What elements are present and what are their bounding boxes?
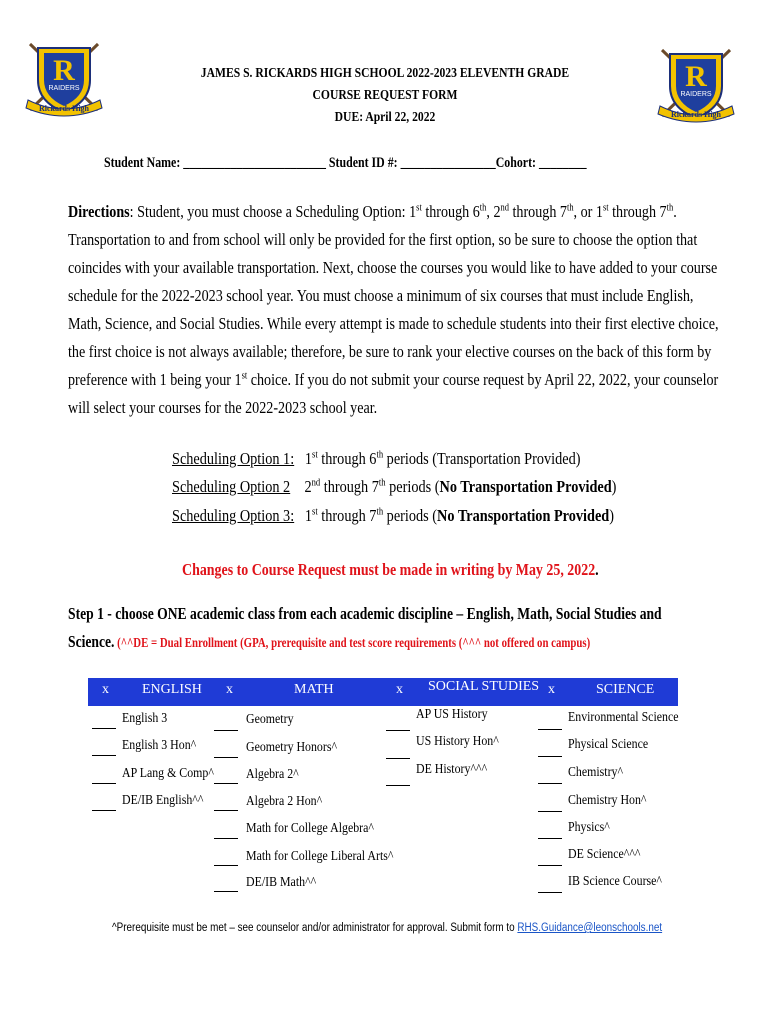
text: 1 xyxy=(304,506,313,525)
english-course: AP Lang & Comp^ xyxy=(122,765,214,780)
text: periods (Transportation Provided) xyxy=(383,449,581,468)
text: Science. xyxy=(68,632,115,651)
step1-line-2 xyxy=(68,632,590,652)
header-science: SCIENCE xyxy=(596,682,655,697)
sup: st xyxy=(416,202,422,214)
sup: th xyxy=(666,202,674,214)
science-course: Chemistry Hon^ xyxy=(568,792,647,807)
directions-line-4: schedule for the 2022-2023 school year. You must choose a minimum of six courses that must include English, xyxy=(68,286,694,305)
social-studies-course: AP US History xyxy=(416,706,488,721)
science-blank[interactable] xyxy=(538,838,562,839)
science-course: IB Science Course^ xyxy=(568,873,662,888)
math-course: Algebra 2 Hon^ xyxy=(246,793,323,808)
social-studies-blank[interactable] xyxy=(386,758,410,759)
sup: th xyxy=(376,449,384,461)
directions-line-2: Transportation to and from school will only be provided for the first option, so be sure to choose the option that xyxy=(68,230,698,249)
x-col-english: x xyxy=(102,682,109,697)
header-english: ENGLISH xyxy=(142,682,202,697)
math-blank[interactable] xyxy=(214,810,238,811)
math-course: Algebra 2^ xyxy=(246,766,299,781)
school-logo-left xyxy=(22,40,106,118)
sup: st xyxy=(312,506,318,518)
text: periods ( xyxy=(385,477,440,496)
text: periods ( xyxy=(383,506,438,525)
math-blank[interactable] xyxy=(214,783,238,784)
svg-text:Rickards High: Rickards High xyxy=(38,104,90,113)
option-label: Scheduling Option 1: xyxy=(172,449,295,468)
science-course: Physics^ xyxy=(568,819,610,834)
dual-enrollment-note: (^^DE = Dual Enrollment (GPA, prerequisite and test score requirements (^^^ not offered on campus) xyxy=(114,635,591,650)
social-studies-course: DE History^^^ xyxy=(416,761,488,776)
text: No Transportation Provided xyxy=(437,506,610,525)
x-col-math: x xyxy=(226,682,233,697)
text: , 2 xyxy=(486,202,501,221)
science-course: Environmental Science xyxy=(568,709,679,724)
science-blank[interactable] xyxy=(538,892,562,893)
svg-text:Rickards High: Rickards High xyxy=(670,110,722,119)
directions-line-7 xyxy=(68,370,718,390)
svg-text:R: R xyxy=(53,54,75,87)
raiders-shield-icon xyxy=(654,46,738,124)
title-line-1: JAMES S. RICKARDS HIGH SCHOOL 2022-2023 ELEVENTH GRADE xyxy=(200,65,570,80)
option-label: Scheduling Option 3: xyxy=(172,506,295,525)
science-course: Physical Science xyxy=(568,736,649,751)
title-line-2: COURSE REQUEST FORM xyxy=(312,87,458,102)
text: preference with 1 being your 1 xyxy=(68,370,242,389)
social-studies-blank[interactable] xyxy=(386,785,410,786)
math-blank[interactable] xyxy=(214,891,238,892)
course-table-header xyxy=(88,678,678,706)
text: through 6 xyxy=(421,202,480,221)
english-course: DE/IB English^^ xyxy=(122,792,204,807)
form-title xyxy=(183,62,587,128)
directions-line-5: Math, Science, and Social Studies. While every attempt is made to schedule students into their first elective choice, xyxy=(68,314,719,333)
science-blank[interactable] xyxy=(538,729,562,730)
math-blank[interactable] xyxy=(214,757,238,758)
text: . xyxy=(595,560,599,579)
directions-line-3: coincides with your available transportation. Next, choose the courses you would like to have added to your course xyxy=(68,258,718,277)
english-course: English 3 xyxy=(122,710,168,725)
text: No Transportation Provided xyxy=(439,477,612,496)
math-course: Math for College Liberal Arts^ xyxy=(246,848,394,863)
prerequisite-footer xyxy=(112,922,662,934)
scheduling-option-1[interactable] xyxy=(172,449,581,469)
x-col-science: x xyxy=(548,682,555,697)
science-course: DE Science^^^ xyxy=(568,846,641,861)
scheduling-option-3[interactable] xyxy=(172,506,614,526)
changes-notice xyxy=(182,560,690,580)
english-blank[interactable] xyxy=(92,755,116,756)
sup: st xyxy=(602,202,609,214)
math-course: Geometry Honors^ xyxy=(246,739,338,754)
social-studies-course: US History Hon^ xyxy=(416,733,499,748)
social-studies-blank[interactable] xyxy=(386,730,410,731)
math-course: Geometry xyxy=(246,711,294,726)
english-blank[interactable] xyxy=(92,728,116,729)
text: through 7 xyxy=(320,477,379,496)
footer-text: ^Prerequisite must be met – see counselor and/or administrator for approval. Submit form to xyxy=(112,922,518,934)
sup: st xyxy=(241,370,248,382)
text: through 7 xyxy=(608,202,667,221)
sup: th xyxy=(376,506,384,518)
directions-line-8: will select your courses for the 2022-2023 school year. xyxy=(68,398,378,417)
directions-line-6: the first choice is not always available; therefore, be sure to rank your elective courses on the back of this form by xyxy=(68,342,712,361)
header-social-studies: SOCIAL STUDIES xyxy=(428,679,540,694)
changes-notice-text: Changes to Course Request must be made in writing by May 25, 2022 xyxy=(182,560,596,579)
text: through 7 xyxy=(508,202,567,221)
text: . xyxy=(673,202,677,221)
raiders-shield-icon xyxy=(22,40,106,118)
text: through 6 xyxy=(317,449,377,468)
math-blank[interactable] xyxy=(214,865,238,866)
text: ) xyxy=(611,477,617,496)
directions-label: Directions xyxy=(68,202,130,221)
sup: th xyxy=(479,202,487,214)
x-col-social: x xyxy=(396,682,403,697)
svg-text:RAIDERS: RAIDERS xyxy=(680,91,712,98)
sup: nd xyxy=(311,477,321,489)
sup: st xyxy=(312,449,318,461)
student-info-line xyxy=(104,155,692,172)
text: choice. If you do not submit your course request by April 22, 2022, your counselor xyxy=(247,370,719,389)
sup: nd xyxy=(500,202,509,214)
english-blank[interactable] xyxy=(92,783,116,784)
science-blank[interactable] xyxy=(538,783,562,784)
text: 1 xyxy=(304,449,313,468)
english-blank[interactable] xyxy=(92,810,116,811)
due-date: DUE: April 22, 2022 xyxy=(334,109,436,124)
science-blank[interactable] xyxy=(538,756,562,757)
school-logo-right xyxy=(654,46,738,124)
option-label: Scheduling Option 2 xyxy=(172,477,291,496)
step1-line-1: Step 1 - choose ONE academic class from each academic discipline – English, Math, Social Studies and xyxy=(68,604,662,623)
directions-line-1 xyxy=(68,202,677,222)
sup: th xyxy=(566,202,574,214)
header-math: MATH xyxy=(294,682,334,697)
svg-text:RAIDERS: RAIDERS xyxy=(48,85,80,92)
text: 2 xyxy=(304,477,312,496)
math-course: DE/IB Math^^ xyxy=(246,874,317,889)
scheduling-option-2[interactable] xyxy=(172,477,616,497)
math-blank[interactable] xyxy=(214,730,238,731)
text: : Student, you must choose a Scheduling Option: 1 xyxy=(129,202,417,221)
science-blank[interactable] xyxy=(538,811,562,812)
text: , or 1 xyxy=(573,202,603,221)
text: ) xyxy=(609,506,614,525)
guidance-email-link[interactable]: RHS.Guidance@leonschools.net xyxy=(517,922,663,934)
math-course: Math for College Algebra^ xyxy=(246,820,374,835)
english-course: English 3 Hon^ xyxy=(122,737,197,752)
science-course: Chemistry^ xyxy=(568,764,624,779)
science-blank[interactable] xyxy=(538,865,562,866)
text: through 7 xyxy=(317,506,377,525)
svg-text:R: R xyxy=(685,60,707,93)
sup: th xyxy=(378,477,386,489)
math-blank[interactable] xyxy=(214,838,238,839)
student-info-text: Student Name: ________________________ Student ID #: ________________Cohort: ________ xyxy=(104,155,587,171)
